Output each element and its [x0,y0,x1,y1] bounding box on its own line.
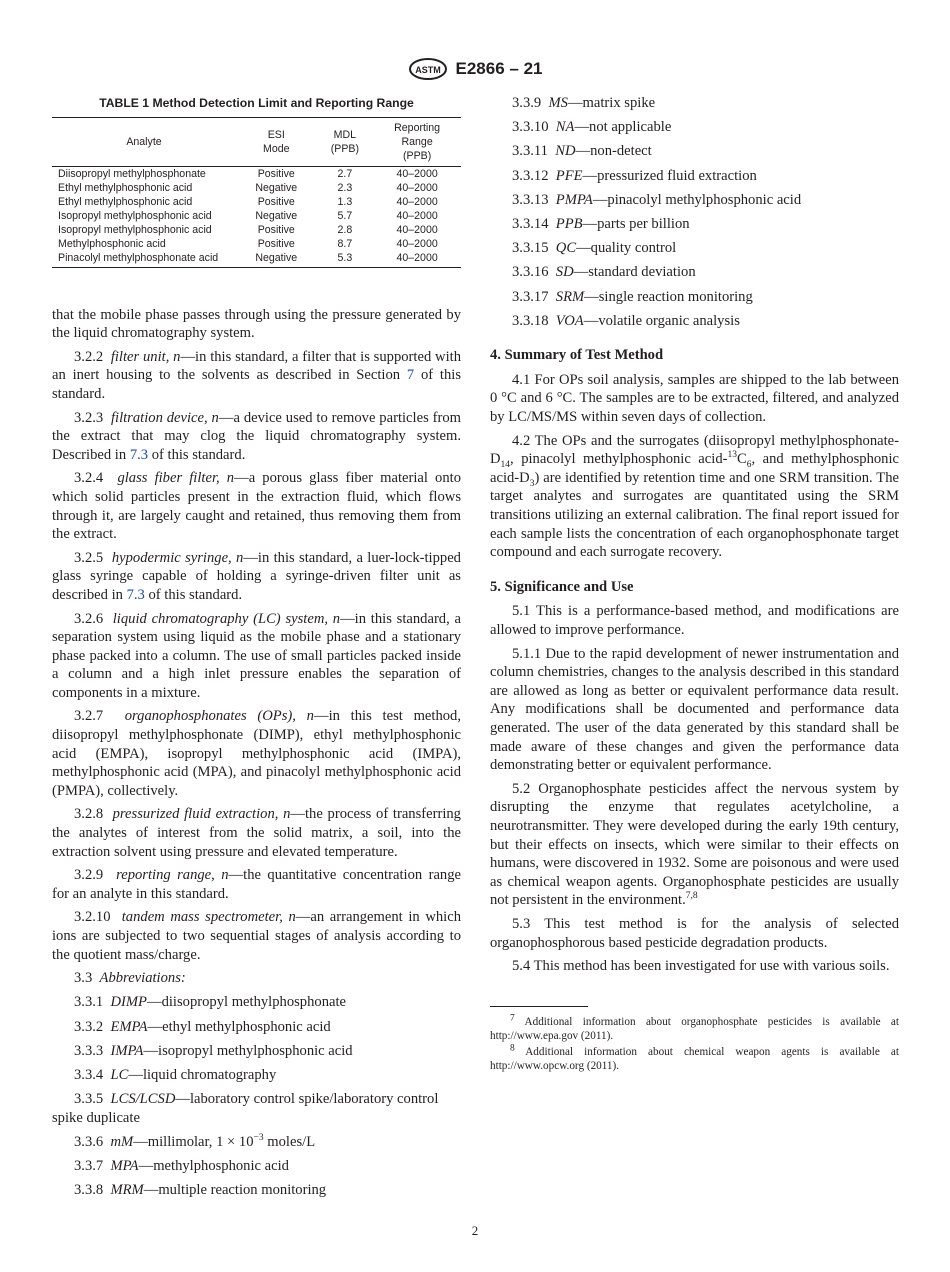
definition-3-2-7: 3.2.7 organophosphonates (OPs), n—in this test method, diisopropyl methylphosphonate (DIMP), ethyl methylphosphonic acid (EMPA), isopropyl methylphosphonic acid (IMPA), methylphosphonic acid (MPA), and pinacolyl methylphosphonic acid (PMPA), collectively. [52,708,462,799]
definition-3-2-4: 3.2.4 glass fiber filter, n—a porous glass fiber material onto which solid particles present in the extraction fluid, which flows through it, are largely caught and retained, thus removing them from the extract. [52,470,462,543]
xref-section-7-3[interactable]: 7.3 [126,586,145,603]
cell-analyte: Pinacolyl methylphosphonate acid [52,251,236,268]
definition-3-2-9: 3.2.9 reporting range, n—the quantitative concentration range for an analyte in this standard. [52,867,462,902]
abbreviation-item: 3.3.6 mM—millimolar, $1 \times 10^{-3}$ moles/L [74,1133,316,1150]
xref-section-7[interactable]: 7 [406,367,415,384]
cell-esi-mode: Positive [257,223,295,236]
abbreviation-item: 3.3.18 VOA—volatile organic analysis [512,312,740,329]
paragraph-4-2: 4.2 The OPs and the surrogates (diisopropyl methylphosphonate-$D_{14}$, pinacolyl methylphosphonic acid-$^{13}C_6$, and methylphosphonic acid-$D_3$) are identified by retention time and one SRM transition. The target analytes and surrogates are quantitated using the SRM transitions utilizing an external calibration. The final report issued for each sample lists the concentration of each organophosphonate target compound and each surrogate recovery. [490,432,900,561]
section-5-heading: 5. Significance and Use [490,578,634,595]
definition-3-2-8: 3.2.8 pressurized fluid extraction, n—the process of transferring the analytes of interest from the solid matrix, a soil, into the extraction solvent using pressure and elevated temperature. [52,806,461,860]
abbreviation-item: 3.3.12 PFE—pressurized fluid extraction [512,167,757,184]
footnote: $^7$ Additional information about organophosphate pesticides is available at http://www.epa.gov (2011). [490,1012,899,1042]
cell-esi-mode: Positive [257,237,295,250]
table-row [52,195,461,209]
table-row [52,251,461,268]
abbreviation-item: 3.3.9 MS—matrix spike [512,95,656,111]
footnote-divider [490,1006,588,1007]
right-column [490,94,899,1075]
cell-range: 40–2000 [373,251,461,268]
cell-mdl: 1.3 [337,195,353,208]
abbreviations-heading: 3.3 Abbreviations: [74,970,186,987]
cell-range: 40–2000 [396,195,438,208]
table-row [52,181,461,195]
cell-esi-mode: Positive [257,195,295,208]
paragraph-5-1-1: 5.1.1 Due to the rapid development of newer instrumentation and column chemistries, changes to the analysis described in this standard are allowed as long as better or equivalent performance data result. Any modifications shall be documented and performance data generated. The user of the data generated by this standard shall be made aware of these changes and given the performance data demonstrating better or equivalent performance. [490,645,899,774]
cell-esi-mode: Negative [255,209,298,222]
cell-mdl: 2.7 [337,167,353,180]
logo-text: ASTM [414,65,441,75]
cell-analyte: Ethyl methylphosphonic acid [58,181,193,194]
section-4-heading: 4. Summary of Test Method [490,347,664,364]
table-row [52,223,461,237]
definition-3-2-5: 3.2.5 hypodermic syringe, n—in this standard, a luer-lock-tipped glass syringe capable of holding a syringe-driven filter unit as described in 7.3 of this standard. [52,549,461,603]
mdl-table [52,117,461,268]
col-header-esi-mode: ESI Mode [236,117,317,166]
abbreviation-item: 3.3.7 MPA—methylphosphonic acid [74,1158,289,1175]
abbreviation-item: 3.3.14 PPB—parts per billion [512,215,690,232]
footnote-ref[interactable]: 7,8 [685,891,698,902]
cell-mdl: 8.7 [337,237,353,250]
paragraph-5-4: 5.4 This method has been investigated for use with various soils. [512,958,890,975]
abbreviation-item: 3.3.4 LC—liquid chromatography [74,1066,277,1083]
table-row [52,209,461,223]
cell-analyte: Methylphosphonic acid [58,237,166,250]
cell-range: 40–2000 [396,237,438,250]
abbreviation-item: 3.3.5 LCS/LCSD—laboratory control spike/laboratory control spike duplicate [52,1091,439,1126]
abbreviation-item: 3.3.8 MRM—multiple reaction monitoring [74,1182,327,1199]
cell-range: 40–2000 [396,223,438,236]
abbreviation-item: 3.3.16 SD—standard deviation [512,264,696,281]
paragraph-5-3: 5.3 This test method is for the analysis of selected organophosphorous based pesticide degradation products. [490,915,899,951]
page-number: 2 [471,1223,479,1238]
cell-analyte: Isopropyl methylphosphonic acid [58,223,212,236]
paragraph-5-2: 5.2 Organophosphate pesticides affect the nervous system by disrupting the enzyme that regulates acetylcholine, a neurotransmitter. They were developed during the early 19th century, but their effects on insects, which were similar to their effects on humans, were discovered in 1932. Some are poisonous and were used as chemical weapon agents. Organophosphate pesticides are usually not persistent in the environment.$^{7,8}$ [490,780,899,909]
cell-analyte: Diisopropyl methylphosphonate [58,167,206,180]
col-header-analyte: Analyte [52,117,236,166]
cell-analyte: Isopropyl methylphosphonic acid [58,209,212,222]
definition-3-2-2: 3.2.2 filter unit, n—in this standard, a filter that is supported with an inert housing to the solvents as described in Section 7 of this standard. [52,348,461,402]
paragraph-4-1: 4.1 For OPs soil analysis, samples are shipped to the lab between 0 °C and 6 °C. The samples are to be extracted, filtered, and analyzed by LC/MS/MS within seven days of collection. [490,371,899,426]
definition-3-2-6: 3.2.6 liquid chromatography (LC) system, n—in this standard, a separation system using liquid as the mobile phase and a stationary phase packed into a column. The use of small particles packed inside a column and a high inlet pressure enables the separation of components in a mixture. [52,610,462,701]
cell-range: 40–2000 [396,209,438,222]
abbreviation-item: 3.3.11 ND—non-detect [512,143,652,160]
paragraph-5-1: 5.1 This is a performance-based method, and modifications are allowed to improve performance. [490,603,899,638]
abbreviation-item: 3.3.2 EMPA—ethyl methylphosphonic acid [74,1018,331,1035]
col-header-mdl: MDL (PPB) [317,117,374,166]
cell-mdl: 5.7 [337,209,353,222]
cell-range: 40–2000 [396,181,438,194]
abbreviation-item: 3.3.13 PMPA—pinacolyl methylphosphonic acid [512,191,802,208]
abbreviation-item: 3.3.17 SRM—single reaction monitoring [512,288,753,305]
cell-mdl: 2.8 [337,223,353,236]
cell-analyte: Ethyl methylphosphonic acid [58,195,193,208]
astm-logo-icon [408,58,448,80]
cell-esi-mode: Negative [236,251,317,268]
standard-designation: E2866 – 21 [455,59,543,78]
abbreviation-item: 3.3.10 NA—not applicable [512,119,672,136]
footnote: $^8$ Additional information about chemical weapon agents is available at http://www.opcw.org (2011). [490,1042,899,1072]
table-caption: TABLE 1 Method Detection Limit and Reporting Range [99,96,414,110]
definition-3-2-3: 3.2.3 filtration device, n—a device used to remove particles from the extract that may clog the liquid chromatography system. Described in 7.3 of this standard. [52,409,461,463]
table-row [52,237,461,251]
paragraph-3-2-1-cont: that the mobile phase passes through using the pressure generated by the liquid chromatography system. [52,306,461,342]
cell-esi-mode: Positive [257,167,295,180]
cell-range: 40–2000 [396,167,438,180]
abbreviation-item: 3.3.15 QC—quality control [512,240,677,257]
left-column [52,94,461,1205]
abbreviation-item: 3.3.3 IMPA—isopropyl methylphosphonic acid [74,1042,353,1059]
table-row [52,166,461,181]
xref-section-7-3[interactable]: 7.3 [129,446,149,463]
col-header-range: Reporting Range (PPB) [373,117,461,166]
page-header [0,58,950,80]
cell-mdl: 5.3 [317,251,374,268]
abbreviation-item: 3.3.1 DIMP—diisopropyl methylphosphonate [74,994,346,1011]
definition-3-2-10: 3.2.10 tandem mass spectrometer, n—an arrangement in which ions are subjected to two sequential stages of analysis according to the quotient mass/charge. [52,909,461,963]
cell-mdl: 2.3 [337,181,353,194]
cell-esi-mode: Negative [255,181,298,194]
